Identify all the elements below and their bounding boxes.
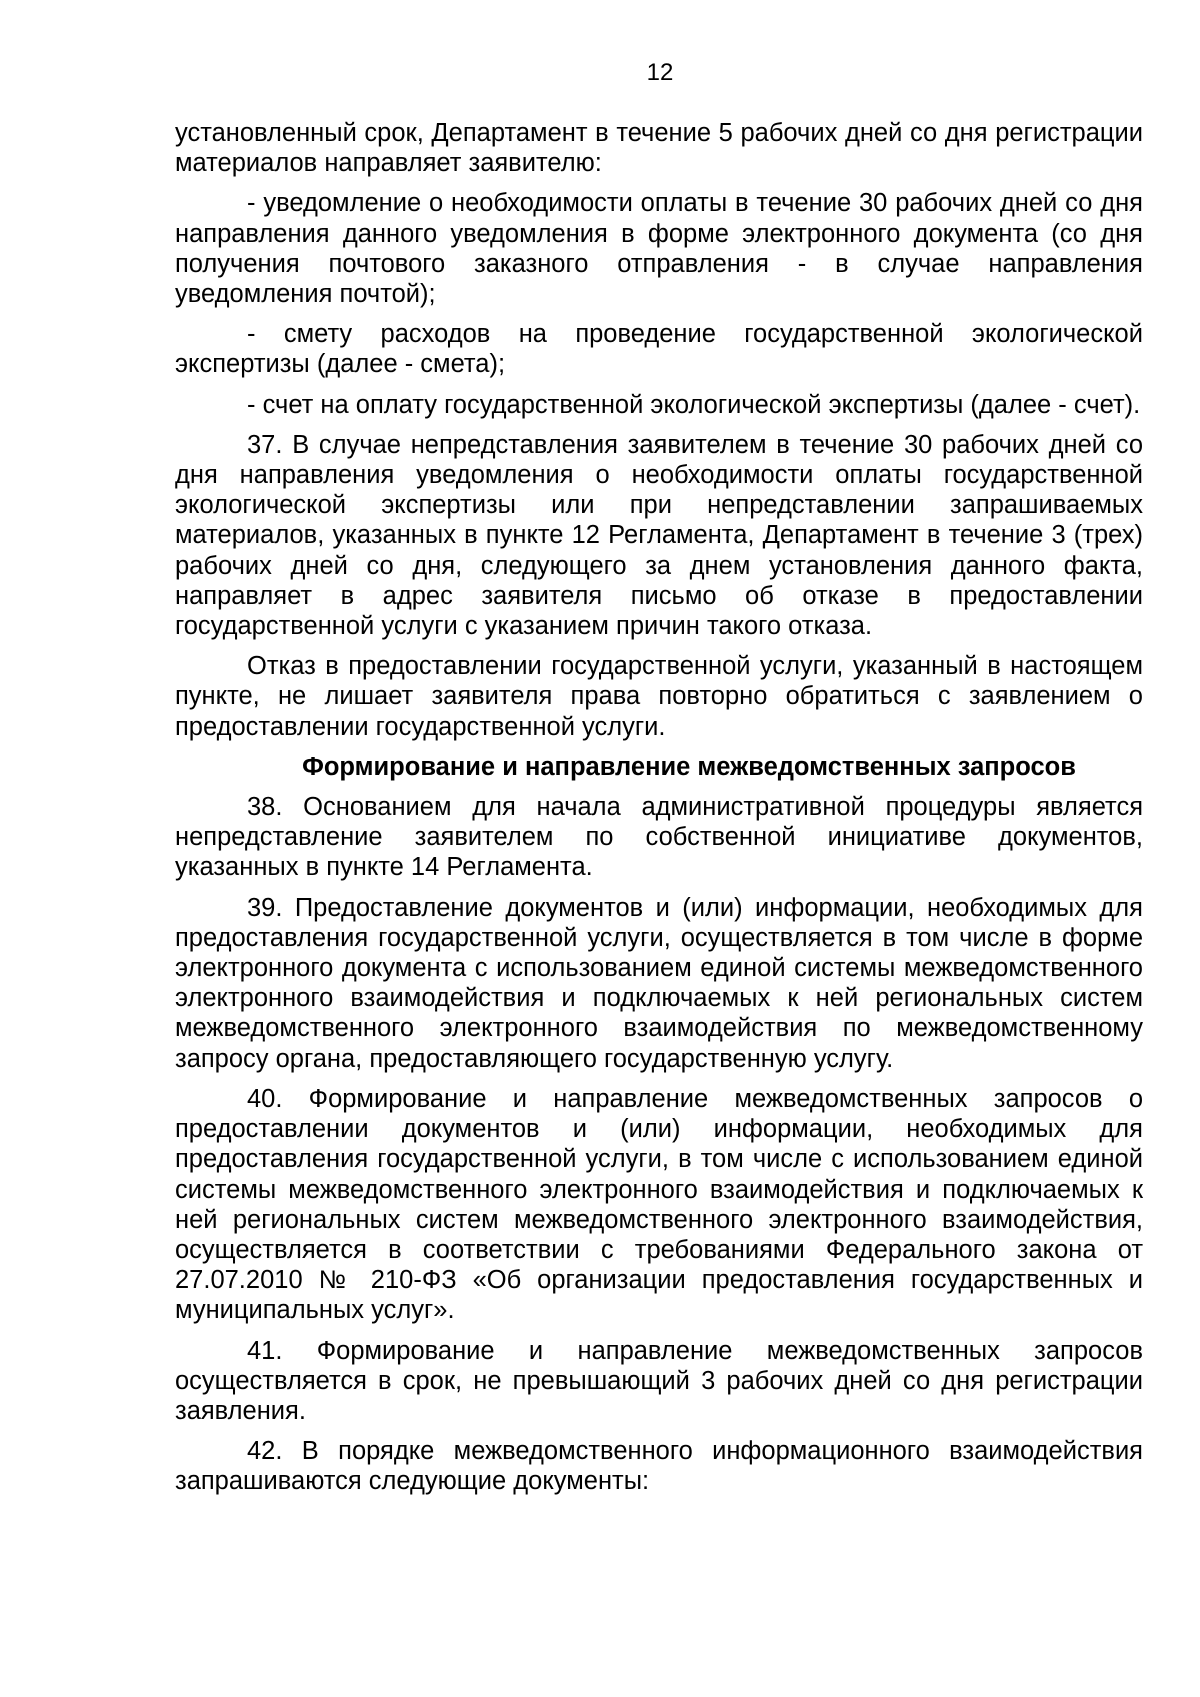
- page-number: 12: [646, 59, 674, 86]
- paragraph-37: 37. В случае непредставления заявителем в течение 30 рабочих дней со дня направления уведомления о необходимости оплаты государственной экологической экспертизы или при непредставлении запрашиваемых материалов, указанных в пункте 12 Регламента, Департамент в течение 3 (трех) рабочих дней со дня, следующего за днем установления данного факта, направляет в адрес заявителя письмо об отказе в предоставлении государственной услуги с указанием причин такого отказа.: [175, 430, 1143, 641]
- document-body: [175, 118, 1143, 1507]
- paragraph-continuation: установленный срок, Департамент в течение 5 рабочих дней со дня регистрации материалов направляет заявителю:: [175, 119, 1143, 178]
- paragraph-notice-item: - уведомление о необходимости оплаты в течение 30 рабочих дней со дня направления данного уведомления в форме электронного документа (со дня получения почтового заказного отправления - в случае направления уведомления почтой);: [175, 189, 1143, 309]
- paragraph-39: 39. Предоставление документов и (или) информации, необходимых для предоставления государственной услуги, осуществляется в том числе в форме электронного документа с использованием единой системы межведомственного электронного взаимодействия и подключаемых к ней региональных систем межведомственного электронного взаимодействия по межведомственному запросу органа, предоставляющего государственную услугу.: [175, 893, 1143, 1073]
- paragraph-41: 41. Формирование и направление межведомственных запросов осуществляется в срок, не превышающий 3 рабочих дней со дня регистрации заявления.: [175, 1336, 1143, 1425]
- paragraph-40: 40. Формирование и направление межведомственных запросов о предоставлении документов и (или) информации, необходимых для предоставления государственной услуги, в том числе с использованием единой системы межведомственного электронного взаимодействия и подключаемых к ней региональных систем межведомственного электронного взаимодействия, осуществляется в соответствии с требованиями Федерального закона от 27.07.2010 № 210-ФЗ «Об организации предоставления государственных и муниципальных услуг».: [175, 1084, 1143, 1325]
- section-heading: Формирование и направление межведомственных запросов: [302, 752, 1076, 781]
- paragraph-estimate-item: - смету расходов на проведение государственной экологической экспертизы (далее - смета);: [175, 320, 1143, 379]
- paragraph-42: 42. В порядке межведомственного информационного взаимодействия запрашиваются следующие документы:: [175, 1437, 1143, 1496]
- paragraph-invoice-item: - счет на оплату государственной экологической экспертизы (далее - счет).: [247, 390, 1141, 419]
- paragraph-refusal: Отказ в предоставлении государственной услуги, указанный в настоящем пункте, не лишает заявителя права повторно обратиться с заявлением о предоставлении государственной услуги.: [175, 652, 1143, 741]
- paragraph-38: 38. Основанием для начала административной процедуры является непредставление заявителем по собственной инициативе документов, указанных в пункте 14 Регламента.: [175, 793, 1143, 882]
